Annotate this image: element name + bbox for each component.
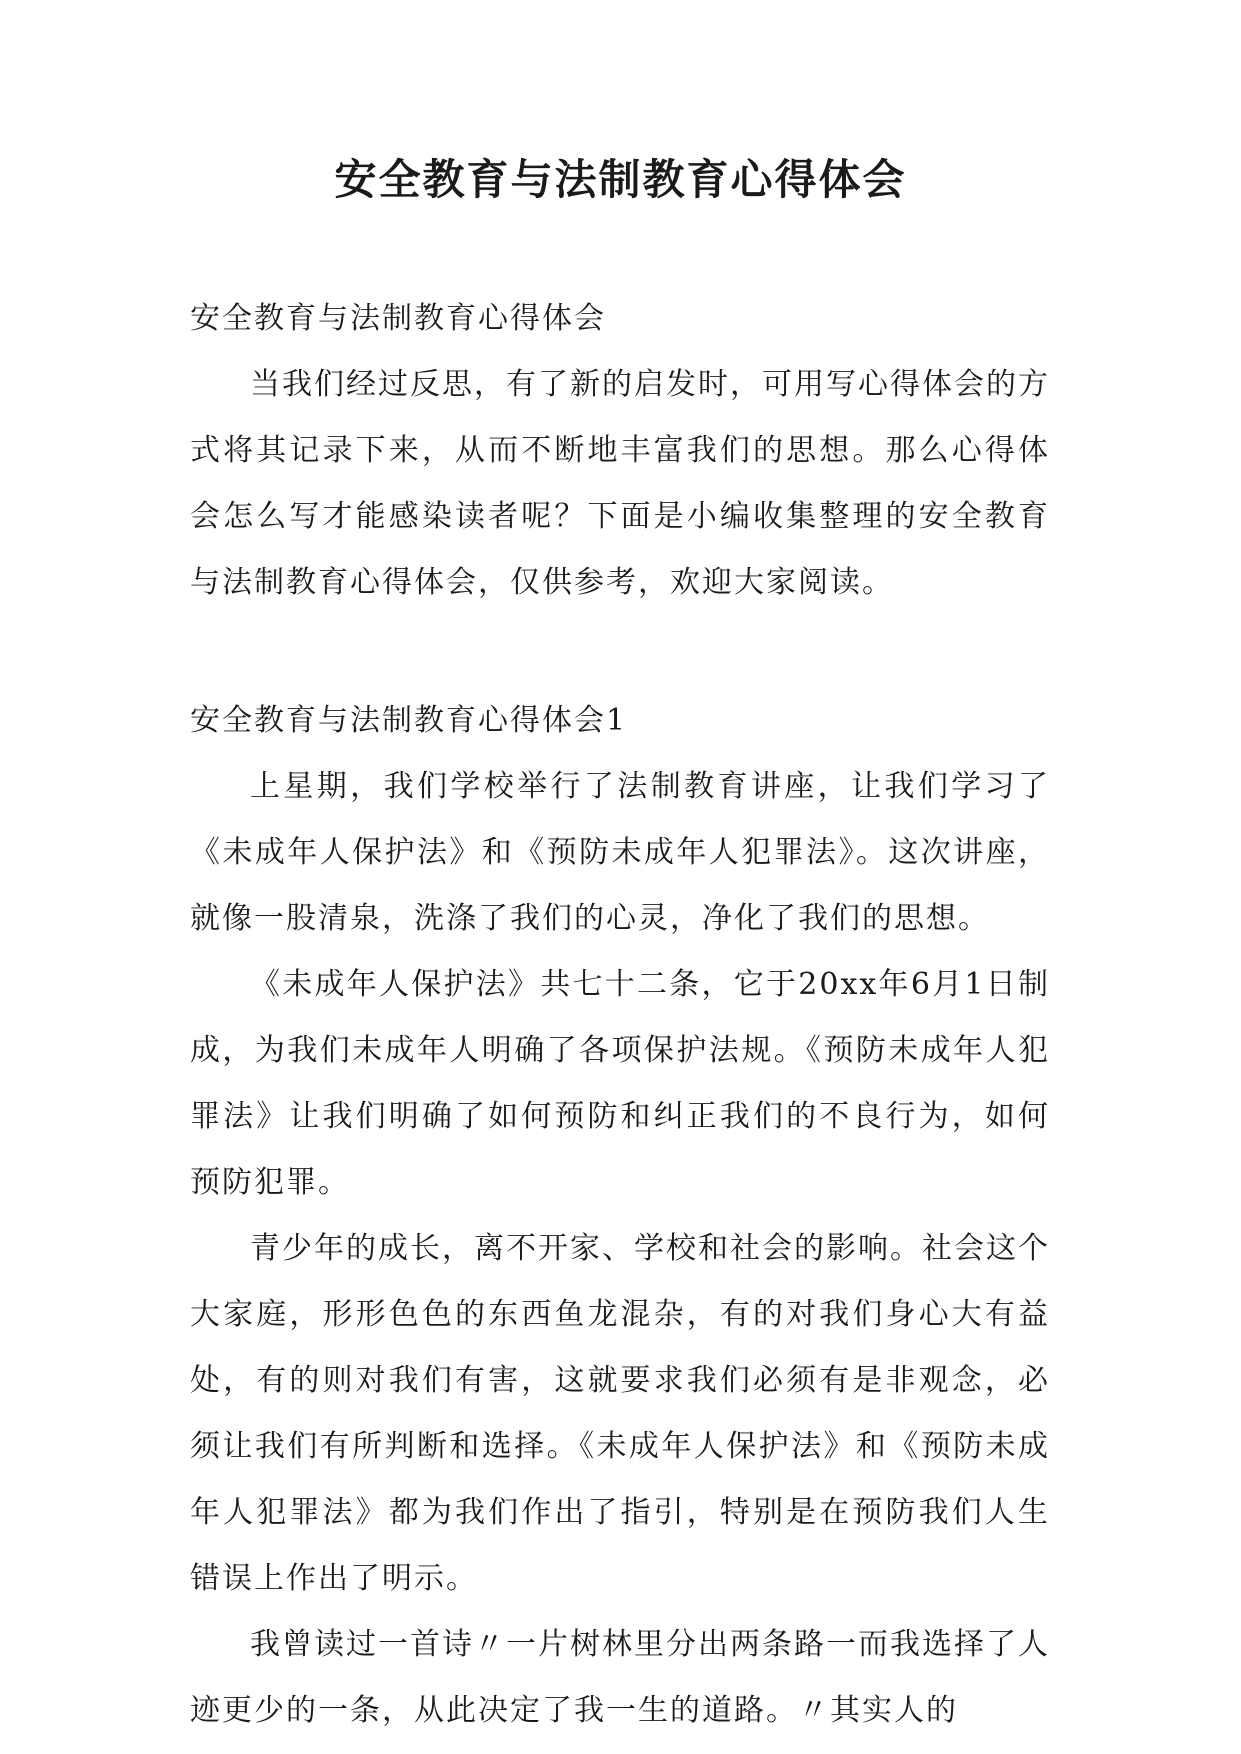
body-paragraph-2: 《未成年人保护法》共七十二条，它于20xx年6月1日制成，为我们未成年人明确了各项保护法规。《预防未成年人犯罪法》让我们明确了如何预防和纠正我们的不良行为，如何预防犯罪。: [190, 967, 1050, 1200]
section-heading: 安全教育与法制教育心得体会1: [190, 703, 628, 738]
body-paragraph-1: 上星期，我们学校举行了法制教育讲座，让我们学习了《未成年人保护法》和《预防未成年人犯罪法》。这次讲座，就像一股清泉，洗涤了我们的心灵，净化了我们的思想。: [190, 769, 1050, 936]
section-spacer: [190, 616, 1050, 688]
document-body: [190, 286, 1050, 1744]
body-paragraph-4: 我曾读过一首诗〃一片树林里分出两条路一而我选择了人迹更少的一条，从此决定了我一生的道路。〃其实人的: [190, 1627, 1050, 1728]
body-paragraph-3: 青少年的成长，离不开家、学校和社会的影响。社会这个大家庭，形形色色的东西鱼龙混杂，有的对我们身心大有益处，有的则对我们有害，这就要求我们必须有是非观念，必须让我们有所判断和选择。《未成年人保护法》和《预防未成年人犯罪法》都为我们作出了指引，特别是在预防我们人生错误上作出了明示。: [190, 1231, 1050, 1596]
intro-paragraph: 当我们经过反思，有了新的启发时，可用写心得体会的方式将其记录下来，从而不断地丰富我们的思想。那么心得体会怎么写才能感染读者呢？下面是小编收集整理的安全教育与法制教育心得体会，仅供参考，欢迎大家阅读。: [190, 367, 1050, 600]
document-title: 安全教育与法制教育心得体会: [334, 155, 907, 204]
intro-heading: 安全教育与法制教育心得体会: [190, 301, 606, 336]
